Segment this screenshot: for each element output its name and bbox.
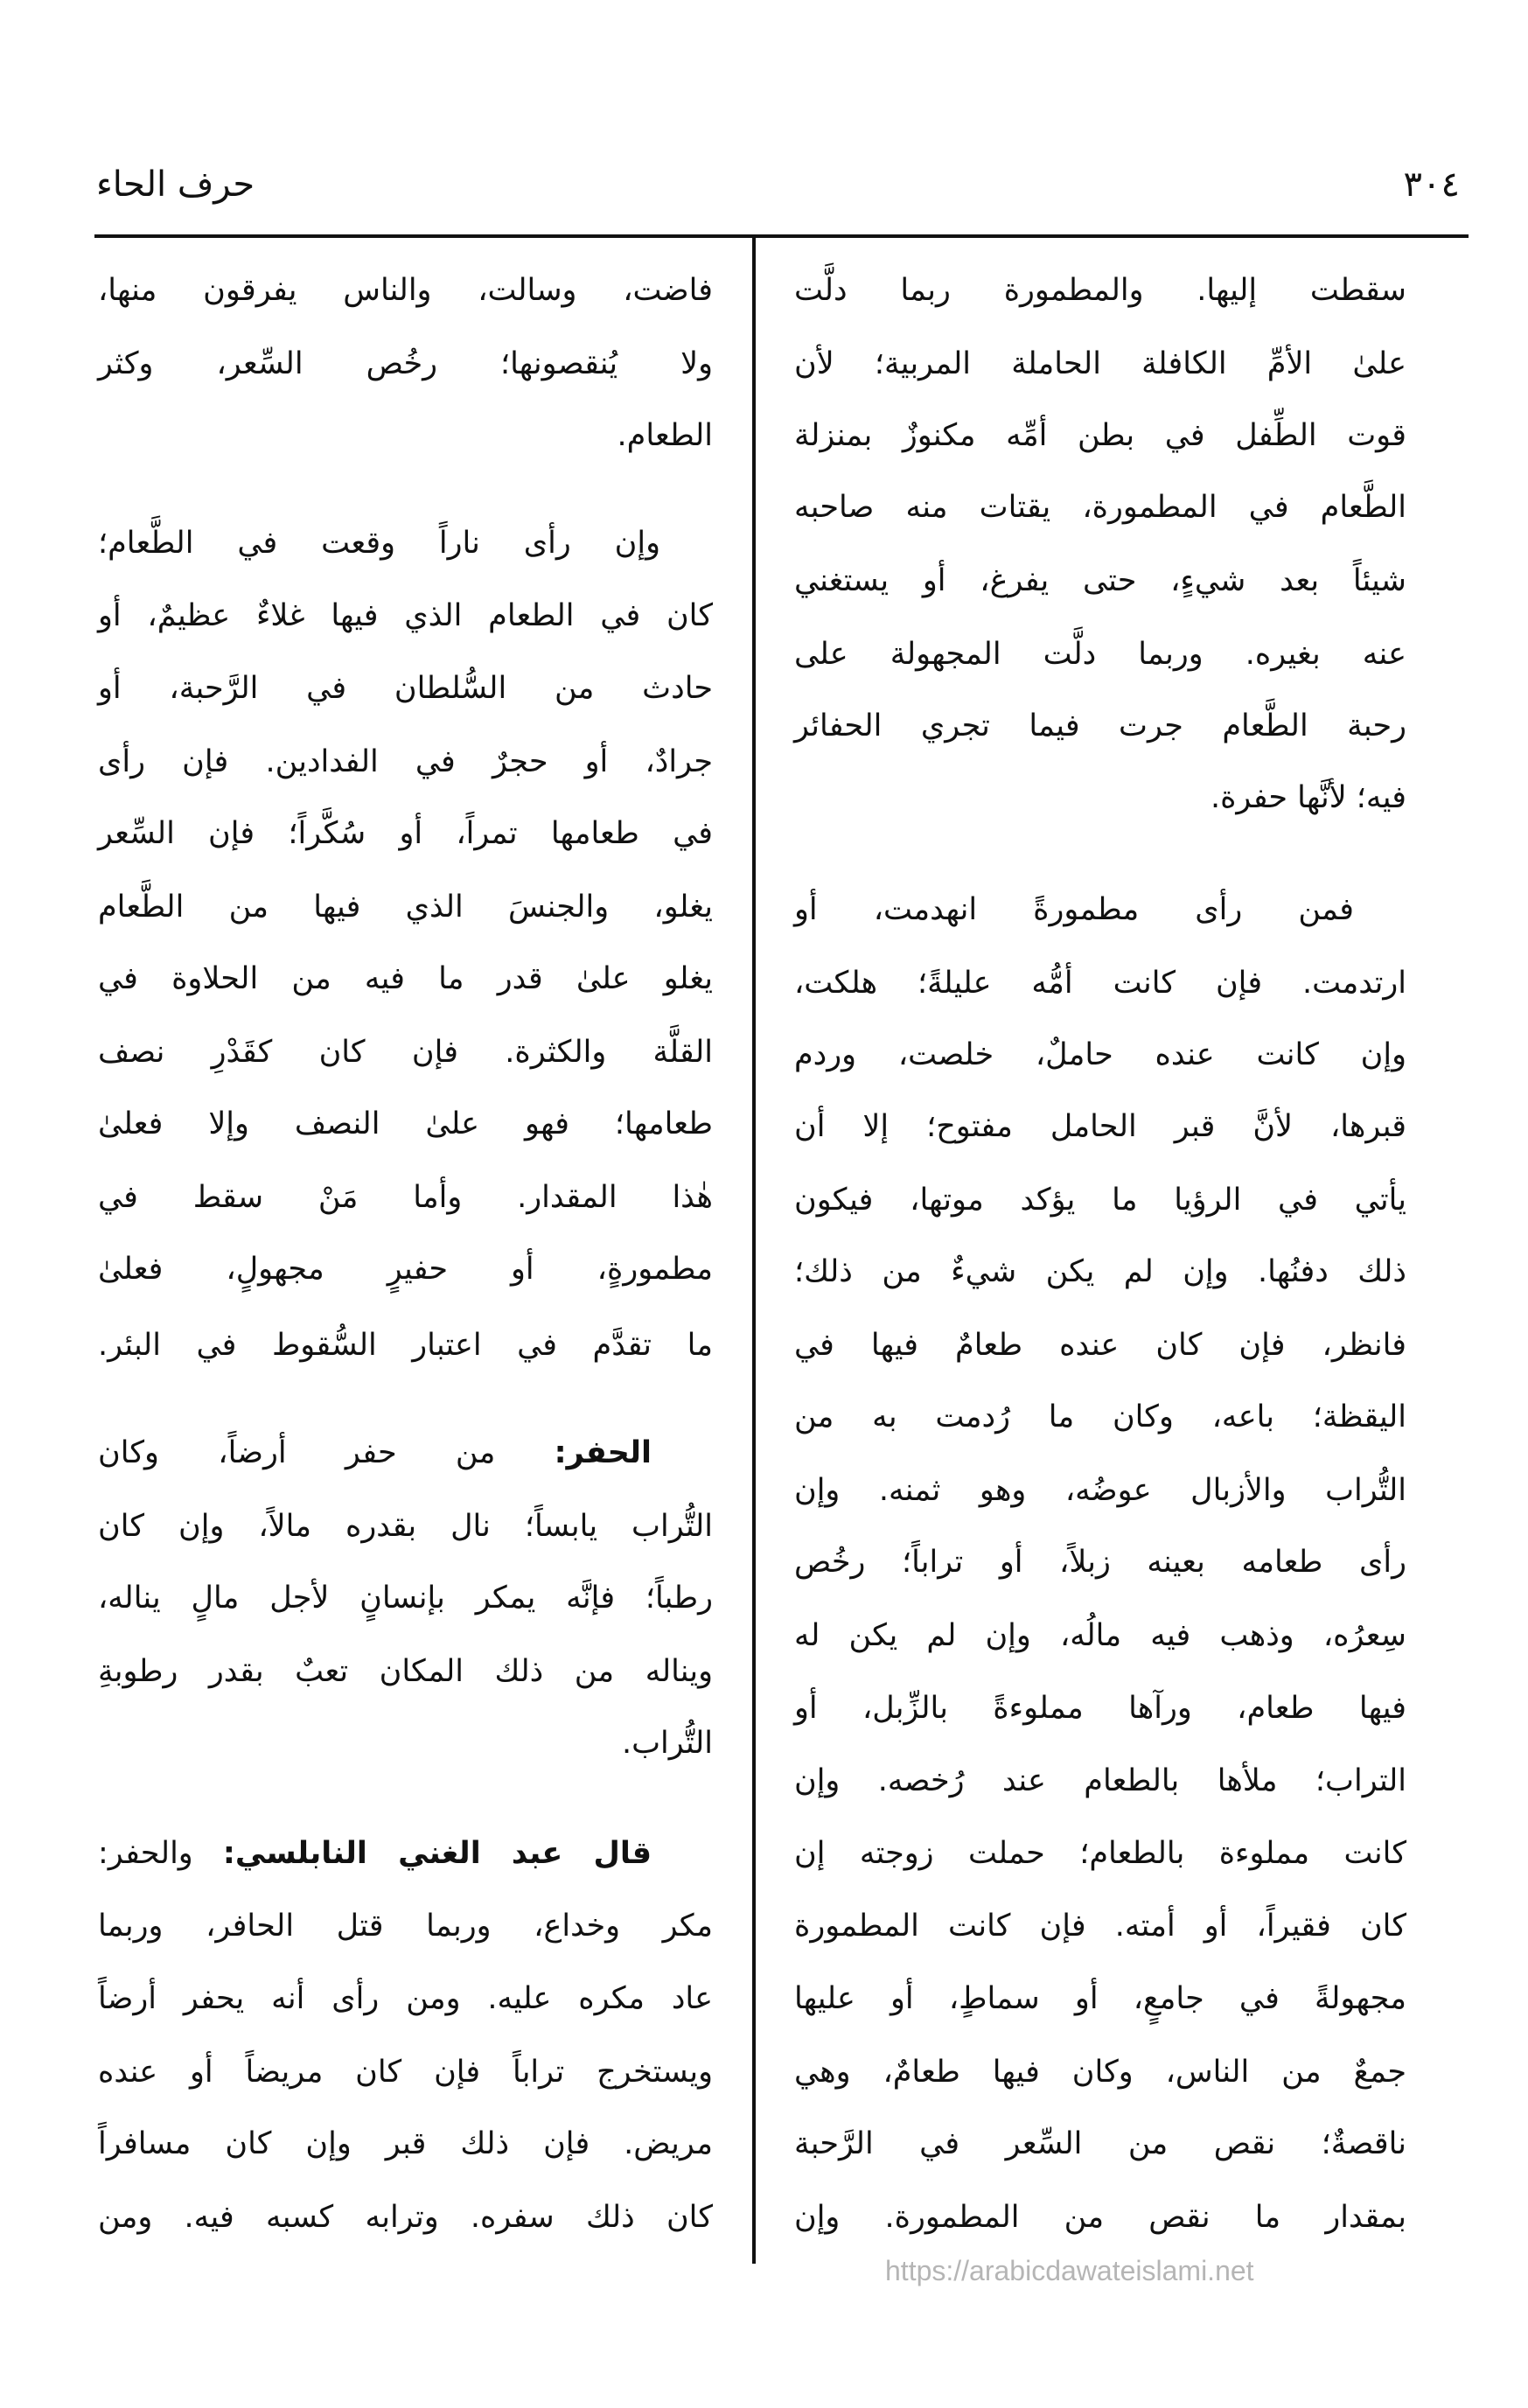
- text-line: يأتي في الرؤيا ما يؤكد موتها، فيكون: [794, 1183, 1406, 1218]
- text-line: كان في الطعام الذي فيها غلاءٌ عظيمٌ، أو: [98, 598, 713, 633]
- text-line: هٰذا المقدار. وأما مَنْ سقط في: [98, 1180, 713, 1215]
- text-line: رأى طعامه بعينه زبلاً، أو تراباً؛ رخُص: [794, 1545, 1406, 1580]
- text-line: ويستخرج تراباً فإن كان مريضاً أو عنده: [98, 2055, 713, 2090]
- text-line: رطباً؛ فإنَّه يمكر بإنسانٍ لأجل مالٍ يناله،: [98, 1581, 713, 1616]
- running-title: حرف الحاء: [96, 164, 255, 205]
- text-line: في طعامها تمراً، أو سُكَّراً؛ فإن السِّعر: [98, 816, 713, 851]
- text-line: وإن كانت عنده حاملٌ، خلصت، وردم: [794, 1037, 1406, 1072]
- text-line: عنه بغيره. وربما دلَّت المجهولة على: [794, 637, 1406, 672]
- text-line: جمعٌ من الناس، وكان فيها طعامٌ، وهي: [794, 2055, 1406, 2090]
- text-line: وإن رأى ناراً وقعت في الطَّعام؛: [98, 526, 660, 561]
- entry-heading: الحفر:: [554, 1435, 652, 1470]
- text-line: ما تقدَّم في اعتبار السُّقوط في البئر.: [98, 1328, 713, 1363]
- text-line: التُّراب يابساً؛ نال بقدره مالاً، وإن كان: [98, 1509, 713, 1544]
- text-line: قوت الطِّفل في بطن أمِّه مكنوزٌ بمنزلة: [794, 418, 1406, 453]
- text-line: سِعرُه، وذهب فيه مالُه، وإن لم يكن له: [794, 1618, 1406, 1653]
- text-line: مريض. فإن ذلك قبر وإن كان مسافراً: [98, 2126, 713, 2161]
- entry-text: والحفر:: [98, 1836, 223, 1871]
- text-line: التراب؛ ملأها بالطعام عند رُخصه. وإن: [794, 1763, 1406, 1798]
- watermark: https://arabicdawateislami.net: [885, 2255, 1254, 2286]
- text-line: مكر وخداع، وربما قتل الحافر، وربما: [98, 1909, 713, 1944]
- text-line: حادث من السُّلطان في الرَّحبة، أو: [98, 671, 713, 706]
- text-line: فانظر، فإن كان عنده طعامٌ فيها في: [794, 1328, 1406, 1363]
- text-line: الطَّعام في المطمورة، يقتات منه صاحبه: [794, 490, 1406, 525]
- text-line: علىٰ الأمِّ الكافلة الحاملة المربية؛ لأن: [794, 346, 1406, 381]
- text-line: [98, 1431, 652, 1475]
- text-line: كانت مملوءة بالطعام؛ حملت زوجته إن: [794, 1836, 1406, 1871]
- text-line: [98, 1832, 652, 1875]
- text-line: يغلو، والجنسَ الذي فيها من الطَّعام: [98, 890, 713, 925]
- text-line: يغلو علىٰ قدر ما فيه من الحلاوة في: [98, 961, 713, 996]
- text-line: اليقظة؛ باعه، وكان ما رُدمت به من: [794, 1399, 1406, 1434]
- text-line: مجهولةً في جامعٍ، أو سماطٍ، أو عليها: [794, 1981, 1406, 2016]
- text-line: فمن رأى مطمورةً انهدمت، أو: [794, 892, 1354, 927]
- text-line: بمقدار ما نقص من المطمورة. وإن: [794, 2200, 1406, 2235]
- header-rule: [94, 234, 1469, 238]
- text-line: قبرها، لأنَّ قبر الحامل مفتوح؛ إلا أن: [794, 1109, 1406, 1144]
- text-line: شيئاً بعد شيءٍ، حتى يفرغ، أو يستغني: [794, 563, 1406, 598]
- text-line: التُّراب والأزبال عوضُه، وهو ثمنه. وإن: [794, 1473, 1406, 1508]
- text-line: فيه؛ لأنَّها حفرة.: [1210, 780, 1406, 815]
- text-line: مطمورةٍ، أو حفيرٍ مجهولٍ، فعلىٰ: [98, 1252, 713, 1287]
- text-line: كان ذلك سفره. وترابه كسبه فيه. ومن: [98, 2200, 713, 2235]
- text-line: رحبة الطَّعام جرت فيما تجري الحفائر: [794, 708, 1406, 743]
- text-line: التُّراب.: [621, 1726, 713, 1761]
- text-line: ارتدمت. فإن كانت أمُّه عليلةً؛ هلكت،: [794, 966, 1406, 1001]
- text-line: فيها طعام، ورآها مملوءةً بالزِّبل، أو: [794, 1691, 1406, 1726]
- text-line: ولا يُنقصونها؛ رخُص السِّعر، وكثر: [98, 346, 713, 381]
- page-number: ٣٠٤: [1403, 164, 1460, 205]
- text-line: ويناله من ذلك المكان تعبٌ بقدر رطوبةِ: [98, 1654, 713, 1689]
- text-line: جرادٌ، أو حجرٌ في الفدادين. فإن رأى: [98, 744, 713, 779]
- text-line: كان فقيراً، أو أمته. فإن كانت المطمورة: [794, 1909, 1406, 1944]
- text-line: فاضت، وسالت، والناس يفرقون منها،: [98, 273, 713, 308]
- text-line: ذلك دفنُها. وإن لم يكن شيءٌ من ذلك؛: [794, 1254, 1406, 1289]
- text-line: سقطت إليها. والمطمورة ربما دلَّت: [794, 273, 1406, 308]
- entry-text: من حفر أرضاً، وكان: [98, 1435, 555, 1470]
- text-line: عاد مكره عليه. ومن رأى أنه يحفر أرضاً: [98, 1981, 713, 2016]
- text-line: الطعام.: [617, 418, 713, 453]
- column-divider: [752, 236, 756, 2264]
- text-line: طعامها؛ فهو علىٰ النصف وإلا فعلىٰ: [98, 1106, 713, 1141]
- text-line: ناقصةٌ؛ نقص من السِّعر في الرَّحبة: [794, 2126, 1406, 2161]
- entry-heading: قال عبد الغني النابلسي:: [222, 1836, 652, 1871]
- text-line: القلَّة والكثرة. فإن كان كقَدْرِ نصف: [98, 1035, 713, 1070]
